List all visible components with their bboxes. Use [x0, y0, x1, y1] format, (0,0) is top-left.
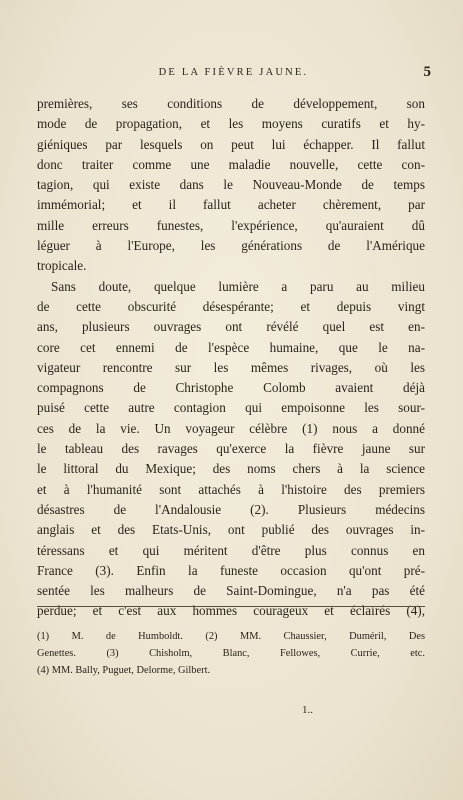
body-text — [37, 94, 425, 622]
text-line: giéniques par lesquels on peut lui échapper. Il fallut — [37, 136, 425, 152]
text-line: compagnons de Christophe Colomb avaient déjà — [37, 380, 425, 396]
paragraph-1 — [37, 94, 425, 277]
text-line: sentée les malheurs de Saint-Domingue, n'a pas été — [37, 583, 425, 599]
running-title: DE LA FIÈVRE JAUNE. — [158, 67, 309, 78]
text-line: ans, plusieurs ouvrages ont révélé quel est en- — [37, 319, 425, 335]
text-line: le tableau des ravages qu'exerce la fièvre jaune sur — [37, 441, 425, 457]
footnote-line: Genettes. (3) Chisholm, Blanc, Fellowes, Currie, etc. — [37, 648, 425, 659]
text-line: léguer à l'Europe, les générations de l'Amérique — [37, 238, 425, 254]
text-line: premières, ses conditions de développement, son — [37, 96, 425, 111]
text-line: mille erreurs funestes, l'expérience, qu'auraient dû — [37, 217, 425, 233]
text-line: perdue; et c'est aux hommes courageux et éclairés (4), — [37, 603, 425, 619]
text-line: tagion, qui existe dans le Nouveau-Monde de temps — [37, 177, 425, 193]
page-number: 5 — [423, 64, 431, 80]
text-line: puisé cette autre contagion qui empoisonne les sour- — [37, 400, 425, 416]
signature-mark: 1.. — [302, 704, 313, 716]
text-line: immémorial; et il fallut acheter chèrement, par — [37, 197, 425, 213]
running-head — [36, 64, 431, 80]
text-line: téressans et qui méritent d'être plus connus en — [37, 542, 425, 558]
text-line: mode de propagation, et les moyens curatifs et hy- — [37, 116, 425, 132]
text-line: tropicale. — [37, 258, 87, 274]
footnotes — [37, 628, 425, 679]
text-line: donc traiter comme une maladie nouvelle, cette con- — [37, 156, 425, 172]
paragraph-2 — [37, 277, 425, 622]
text-line: core cet ennemi de l'espèce humaine, que le na- — [37, 339, 425, 355]
text-line: et à l'humanité sont attachés à l'histoire des premiers — [37, 481, 425, 497]
text-line: ces de la vie. Un voyageur célèbre (1) nous a donné — [37, 420, 425, 436]
footnote-line: (1) M. de Humboldt. (2) MM. Chaussier, Duméril, Des — [37, 631, 425, 642]
footnote-line: (4) MM. Bally, Puguet, Delorme, Gilbert. — [37, 665, 211, 676]
text-line: anglais et des Etats-Unis, ont publié des ouvrages in- — [37, 522, 425, 538]
text-line: le littoral du Mexique; des noms chers à la science — [37, 461, 425, 477]
text-line: Sans doute, quelque lumière a paru au milieu — [51, 278, 425, 294]
text-line: vigateur rencontre sur les mêmes rivages, où les — [37, 359, 425, 375]
text-line: France (3). Enfin la funeste occasion qu'ont pré- — [37, 562, 425, 578]
text-line: de cette obscurité désespérante; et depuis vingt — [37, 298, 425, 314]
text-line: désastres de l'Andalousie (2). Plusieurs médecins — [37, 501, 425, 517]
footnote-rule — [37, 606, 425, 607]
